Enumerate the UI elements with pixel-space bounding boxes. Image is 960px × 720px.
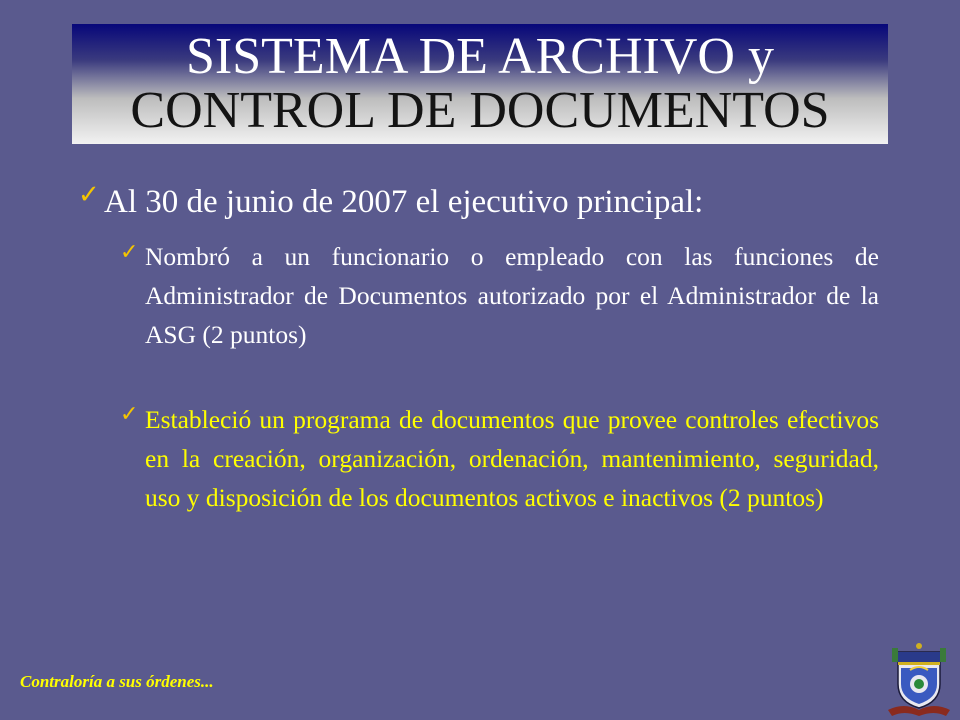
checkmark-icon: ✓ — [120, 240, 139, 265]
title-line-2: CONTROL DE DOCUMENTOS — [130, 82, 830, 139]
main-heading: Al 30 de junio de 2007 el ejecutivo principal: — [104, 184, 704, 220]
bullet-item-programa: Estableció un programa de documentos que provee controles efectivos en la creación, organización, ordenación, mantenimiento, seguridad, uso y disposición de los documentos activos e inactivos (2 puntos) — [145, 405, 879, 512]
title-line-1: SISTEMA DE ARCHIVO y — [186, 28, 774, 85]
checkmark-icon: ✓ — [120, 402, 139, 427]
footer-slogan: Contraloría a sus órdenes... — [20, 672, 214, 691]
contraloria-seal-icon — [884, 640, 954, 718]
bullet-item-administrador: Nombró a un funcionario o empleado con las funciones de Administrador de Documentos autorizado por el Administrador de la ASG (2 puntos) — [145, 242, 879, 349]
checkmark-icon: ✓ — [78, 180, 100, 210]
